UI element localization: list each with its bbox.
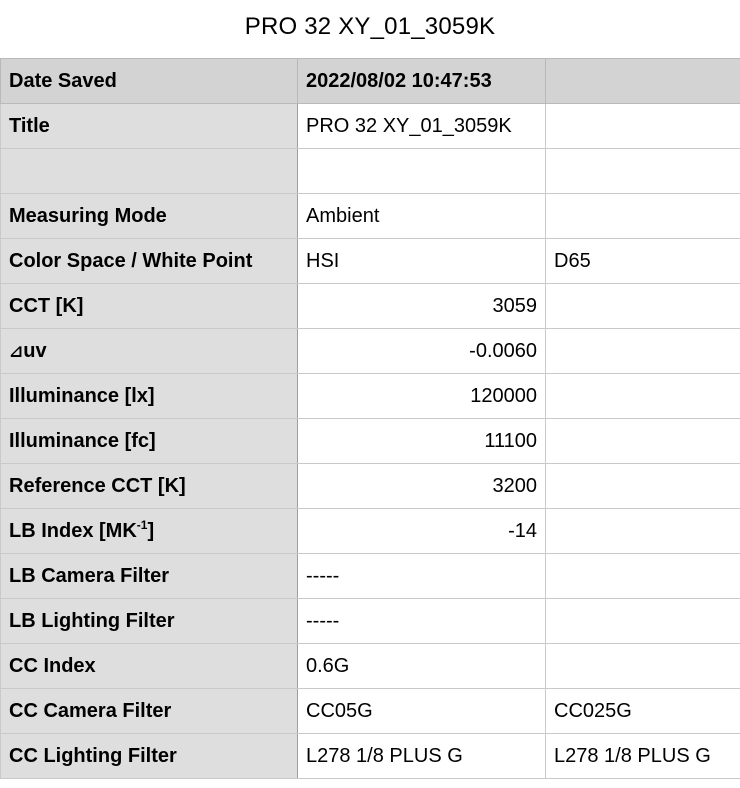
table-row bbox=[1, 464, 740, 509]
table-row bbox=[1, 149, 740, 194]
row-label: LB Lighting Filter bbox=[1, 599, 298, 644]
row-label: LB Camera Filter bbox=[1, 554, 298, 599]
header-value: 2022/08/02 10:47:53 bbox=[298, 59, 546, 104]
row-value[interactable]: ----- bbox=[298, 554, 546, 599]
delta-uv-symbol: ⊿ bbox=[9, 341, 24, 361]
row-label: CC Camera Filter bbox=[1, 689, 298, 734]
row-extra[interactable] bbox=[546, 599, 740, 644]
row-value[interactable]: HSI bbox=[298, 239, 546, 284]
row-extra[interactable] bbox=[546, 374, 740, 419]
header-extra bbox=[546, 59, 740, 104]
table-row bbox=[1, 734, 740, 779]
row-value[interactable]: Ambient bbox=[298, 194, 546, 239]
table-row bbox=[1, 104, 740, 149]
table-row bbox=[1, 644, 740, 689]
row-label: CC Index bbox=[1, 644, 298, 689]
row-extra[interactable] bbox=[546, 509, 740, 554]
page-title: PRO 32 XY_01_3059K bbox=[244, 13, 496, 40]
row-extra[interactable] bbox=[546, 194, 740, 239]
row-label: Color Space / White Point bbox=[1, 239, 298, 284]
row-value[interactable]: -14 bbox=[298, 509, 546, 554]
row-label-text: LB Index [MK bbox=[9, 519, 137, 542]
table-row bbox=[1, 599, 740, 644]
row-value[interactable]: 3059 bbox=[298, 284, 546, 329]
row-value[interactable]: L278 1/8 PLUS G bbox=[298, 734, 546, 779]
row-label-duv bbox=[1, 329, 298, 374]
row-value[interactable]: 3200 bbox=[298, 464, 546, 509]
row-extra[interactable] bbox=[546, 419, 740, 464]
row-extra[interactable]: L278 1/8 PLUS G bbox=[546, 734, 740, 779]
row-label-superscript: -1 bbox=[136, 517, 148, 532]
row-label: Measuring Mode bbox=[1, 194, 298, 239]
row-label bbox=[1, 149, 298, 194]
row-value[interactable] bbox=[298, 149, 546, 194]
row-label-lb-index bbox=[1, 509, 298, 554]
row-extra[interactable] bbox=[546, 644, 740, 689]
table-row bbox=[1, 194, 740, 239]
row-extra[interactable] bbox=[546, 284, 740, 329]
row-extra[interactable] bbox=[546, 464, 740, 509]
table-row bbox=[1, 374, 740, 419]
table-row bbox=[1, 554, 740, 599]
row-label-text: uv bbox=[23, 339, 47, 362]
row-extra[interactable] bbox=[546, 149, 740, 194]
header-label: Date Saved bbox=[1, 59, 298, 104]
row-extra[interactable] bbox=[546, 554, 740, 599]
row-extra[interactable]: D65 bbox=[546, 239, 740, 284]
row-label: CCT [K] bbox=[1, 284, 298, 329]
row-value[interactable]: 11100 bbox=[298, 419, 546, 464]
table-row bbox=[1, 329, 740, 374]
table-row bbox=[1, 689, 740, 734]
row-label: Illuminance [fc] bbox=[1, 419, 298, 464]
row-value[interactable]: CC05G bbox=[298, 689, 546, 734]
row-extra[interactable] bbox=[546, 104, 740, 149]
row-value[interactable]: ----- bbox=[298, 599, 546, 644]
row-value[interactable]: -0.0060 bbox=[298, 329, 546, 374]
row-label: Title bbox=[1, 104, 298, 149]
row-value[interactable]: PRO 32 XY_01_3059K bbox=[298, 104, 546, 149]
row-label: Illuminance [lx] bbox=[1, 374, 298, 419]
row-label: Reference CCT [K] bbox=[1, 464, 298, 509]
measurement-table bbox=[0, 58, 740, 779]
row-value[interactable]: 120000 bbox=[298, 374, 546, 419]
table-header-row bbox=[1, 59, 740, 104]
table-row bbox=[1, 284, 740, 329]
table-row bbox=[1, 509, 740, 554]
row-extra[interactable] bbox=[546, 329, 740, 374]
table-row bbox=[1, 239, 740, 284]
row-extra[interactable]: CC025G bbox=[546, 689, 740, 734]
row-label: CC Lighting Filter bbox=[1, 734, 298, 779]
row-value[interactable]: 0.6G bbox=[298, 644, 546, 689]
table-row bbox=[1, 419, 740, 464]
row-label-suffix: ] bbox=[147, 519, 155, 542]
